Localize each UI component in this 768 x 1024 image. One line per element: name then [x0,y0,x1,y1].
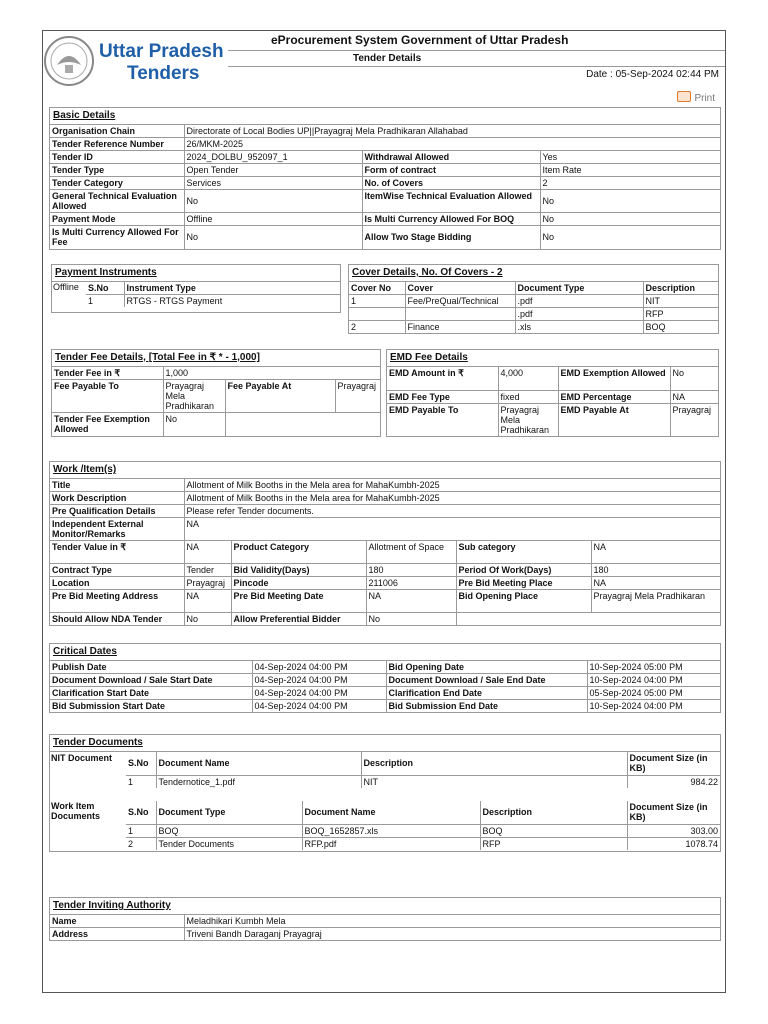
value: NA [184,541,231,564]
column-header: Document Size (in KB) [627,801,720,824]
table-row [50,700,720,713]
value: No [540,226,720,249]
label: Tender Value in ₹ [50,541,184,564]
section-heading: Basic Details [50,108,720,125]
label: Sub category [456,541,591,564]
label: Name [50,915,184,928]
value: NA [184,518,720,541]
work-item-documents-label: Work Item Documents [51,801,101,821]
label: Tender ID [50,151,184,164]
value: Allotment of Space [366,541,456,564]
column-header: Description [480,801,627,824]
label: Pre Bid Meeting Date [231,590,366,613]
value: Services [184,177,362,190]
section-heading: EMD Fee Details [387,350,718,367]
label: Pincode [231,577,366,590]
table-row [349,308,718,321]
cell: NIT [643,295,718,308]
value: Please refer Tender documents. [184,505,720,518]
column-header: Document Type [156,801,302,824]
value: 26/MKM-2025 [184,138,720,151]
value: 10-Sep-2024 04:00 PM [587,700,720,713]
column-header: Document Size (in KB) [627,752,720,775]
cell: Tender Documents [156,837,302,850]
value: NA [670,390,718,403]
cover-details-section [348,264,719,334]
label: Payment Mode [50,213,184,226]
nit-documents-table [126,752,720,788]
value: 4,000 [498,367,558,390]
nit-document-label: NIT Document [51,753,113,763]
value: 180 [366,564,456,577]
value: Allotment of Milk Booths in the Mela area for MahaKumbh-2025 [184,479,720,492]
document-link[interactable]: RFP.pdf [302,837,480,850]
label: Bid Submission End Date [386,700,587,713]
label: Tender Fee in ₹ [52,367,163,380]
emd-fee-table [387,367,718,436]
label: Tender Type [50,164,184,177]
value: Prayagraj [335,380,380,413]
cell: 1 [349,295,405,308]
value: Prayagraj Mela Pradhikaran [163,380,225,413]
label: EMD Fee Type [387,390,498,403]
logo-line1: Uttar Pradesh [99,41,224,62]
value: NA [591,541,720,564]
empty-cell [456,613,720,626]
column-header: S.No [86,282,124,295]
cell: RFP [643,308,718,321]
value: No [184,613,231,626]
value: Yes [540,151,720,164]
print-link[interactable] [677,91,715,104]
cell: 984.22 [627,775,720,788]
label: Work Description [50,492,184,505]
label: EMD Payable At [558,403,670,436]
label: Clarification End Date [386,687,587,700]
work-item-documents-table [126,801,720,850]
value: 05-Sep-2024 05:00 PM [587,687,720,700]
cell [349,308,405,321]
column-header: Instrument Type [124,282,341,295]
label: EMD Percentage [558,390,670,403]
label: Pre Bid Meeting Place [456,577,591,590]
table-row [50,674,720,687]
cell: BOQ [156,824,302,837]
label: General Technical Evaluation Allowed [50,190,184,213]
cell: .xls [515,321,643,334]
payment-instruments-section [51,264,341,313]
label: Document Download / Sale Start Date [50,674,252,687]
value: 04-Sep-2024 04:00 PM [252,687,386,700]
section-heading: Tender Documents [50,735,720,752]
section-heading: Payment Instruments [52,265,340,282]
label: EMD Amount in ₹ [387,367,498,390]
table-row [126,824,720,837]
value: Item Rate [540,164,720,177]
column-header: Cover No [349,282,405,295]
label: Bid Validity(Days) [231,564,366,577]
up-tenders-logo[interactable] [43,35,233,87]
cell: 1 [86,295,124,308]
label: Bid Opening Place [456,590,591,613]
label: Tender Category [50,177,184,190]
value: 1,000 [163,367,380,380]
table-row [349,321,718,334]
column-header: Document Name [302,801,480,824]
value: Prayagraj Mela Pradhikaran [591,590,720,613]
label: Withdrawal Allowed [362,151,540,164]
value: 04-Sep-2024 04:00 PM [252,661,386,674]
cell: .pdf [515,295,643,308]
value: Allotment of Milk Booths in the Mela area for MahaKumbh-2025 [184,492,720,505]
column-header: Document Name [156,752,361,775]
page-title: Tender Details [353,53,422,64]
document-page [42,30,726,993]
label: EMD Exemption Allowed [558,367,670,390]
label: Is Multi Currency Allowed For Fee [50,226,184,249]
value: 2024_DOLBU_952097_1 [184,151,362,164]
label: Title [50,479,184,492]
table-row [50,661,720,674]
label: Location [50,577,184,590]
table-row [126,837,720,850]
value: 2 [540,177,720,190]
label: EMD Payable To [387,403,498,436]
payment-table [86,282,341,307]
value: No [184,190,362,213]
work-items-table [50,479,720,625]
basic-details-table [50,125,720,249]
value: NA [366,590,456,613]
value: No [163,413,225,436]
cell: 2 [349,321,405,334]
label: Should Allow NDA Tender [50,613,184,626]
authority-table [50,915,720,940]
value: No [670,367,718,390]
label: Fee Payable At [225,380,335,413]
value: 04-Sep-2024 04:00 PM [252,674,386,687]
cell: BOQ [643,321,718,334]
payment-mode: Offline [53,282,79,292]
cell: 2 [126,837,156,850]
label: Bid Submission Start Date [50,700,252,713]
label: Tender Reference Number [50,138,184,151]
cover-table [349,282,718,333]
label: Is Multi Currency Allowed For BOQ [362,213,540,226]
cell: NIT [361,775,627,788]
cell: RFP [480,837,627,850]
label: Address [50,928,184,941]
cell: 1 [126,824,156,837]
printer-icon [677,91,691,102]
cell: BOQ [480,824,627,837]
divider [228,50,725,51]
label: Period Of Work(Days) [456,564,591,577]
value: fixed [498,390,558,403]
value: Offline [184,213,362,226]
cell: 1078.74 [627,837,720,850]
tender-fee-section [51,349,381,437]
cell: .pdf [515,308,643,321]
column-header: Description [361,752,627,775]
label: ItemWise Technical Evaluation Allowed [362,190,540,213]
label: Fee Payable To [52,380,163,413]
report-date: Date : 05-Sep-2024 02:44 PM [586,69,719,80]
table-row [126,775,720,788]
column-header: S.No [126,752,156,775]
label: Bid Opening Date [386,661,587,674]
basic-details-section [49,107,721,250]
section-heading: Work /Item(s) [50,462,720,479]
label: Allow Preferential Bidder [231,613,366,626]
table-row [349,295,718,308]
label: Allow Two Stage Bidding [362,226,540,249]
label: Tender Fee Exemption Allowed [52,413,163,436]
print-label: Print [694,93,715,104]
emd-fee-section [386,349,719,437]
empty-cell [225,413,380,436]
label: Pre Qualification Details [50,505,184,518]
critical-dates-section [49,643,721,713]
label: No. of Covers [362,177,540,190]
label: Organisation Chain [50,125,184,138]
label: Form of contract [362,164,540,177]
divider [228,66,725,67]
column-header: Description [643,282,718,295]
cell [405,308,515,321]
value: No [540,190,720,213]
site-title: eProcurement System Government of Uttar Pradesh [271,33,569,47]
label: Pre Bid Meeting Address [50,590,184,613]
column-header: Document Type [515,282,643,295]
tender-inviting-authority-section [49,897,721,941]
value: Open Tender [184,164,362,177]
value: NA [591,577,720,590]
work-items-section [49,461,721,626]
section-heading: Critical Dates [50,644,720,661]
value: 10-Sep-2024 04:00 PM [587,674,720,687]
label: Clarification Start Date [50,687,252,700]
cell: RTGS - RTGS Payment [124,295,341,308]
emblem-icon [43,35,95,87]
cell: Finance [405,321,515,334]
value: No [540,213,720,226]
page-header [43,31,725,104]
value: Prayagraj Mela Pradhikaran [498,403,558,436]
value: 180 [591,564,720,577]
label: Document Download / Sale End Date [386,674,587,687]
column-header: Cover [405,282,515,295]
tender-documents-section [49,734,721,852]
value: NA [184,590,231,613]
value: Triveni Bandh Daraganj Prayagraj [184,928,720,941]
column-header: S.No [126,801,156,824]
value: Directorate of Local Bodies UP||Prayagraj Mela Pradhikaran Allahabad [184,125,720,138]
table-row [50,687,720,700]
critical-dates-table [50,661,720,712]
label: Publish Date [50,661,252,674]
section-heading: Cover Details, No. Of Covers - 2 [349,265,718,282]
cell: 1 [126,775,156,788]
logo-line2: Tenders [127,63,200,84]
tender-fee-table [52,367,380,436]
document-link[interactable]: BOQ_1652857.xls [302,824,480,837]
value: 211006 [366,577,456,590]
cell: 303.00 [627,824,720,837]
value: 10-Sep-2024 05:00 PM [587,661,720,674]
cell: Fee/PreQual/Technical [405,295,515,308]
value: Meladhikari Kumbh Mela [184,915,720,928]
value: Prayagraj [184,577,231,590]
label: Product Category [231,541,366,564]
section-heading: Tender Fee Details, [Total Fee in ₹ * - 1,000] [52,350,380,367]
label: Contract Type [50,564,184,577]
value: No [366,613,456,626]
value: No [184,226,362,249]
section-heading: Tender Inviting Authority [50,898,720,915]
label: Independent External Monitor/Remarks [50,518,184,541]
value: Tender [184,564,231,577]
document-link[interactable]: Tendernotice_1.pdf [156,775,361,788]
value: 04-Sep-2024 04:00 PM [252,700,386,713]
value: Prayagraj [670,403,718,436]
